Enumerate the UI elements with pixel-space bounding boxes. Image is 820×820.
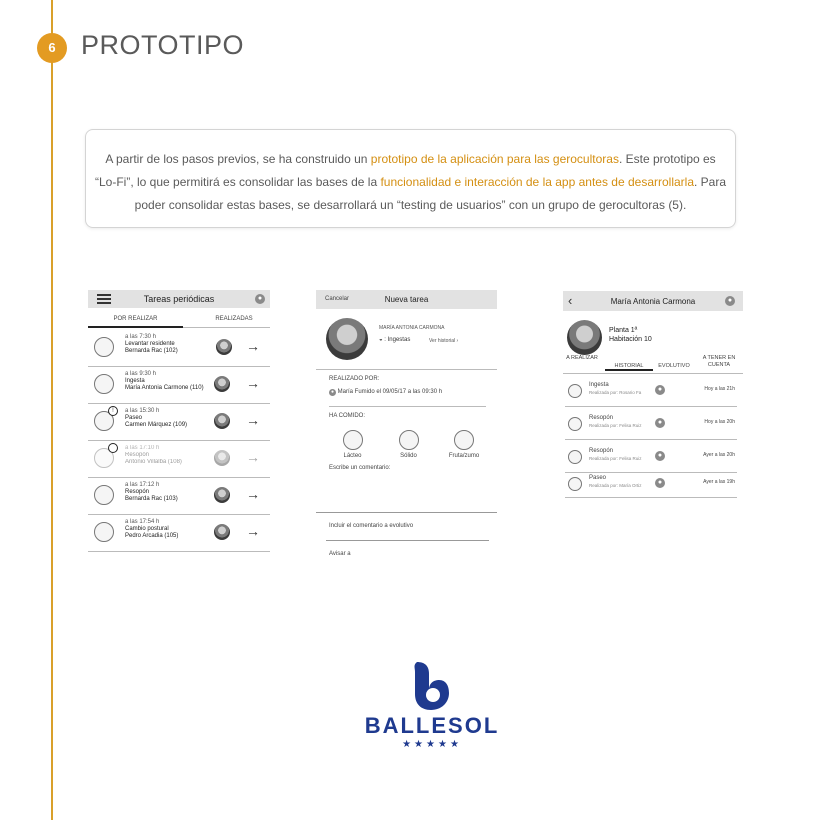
ballesol-b-icon	[411, 660, 451, 712]
left-accent-line	[51, 0, 53, 820]
avatar	[214, 524, 230, 540]
screen1-tabs	[88, 316, 270, 328]
brand-stars: ★★★★★	[402, 739, 462, 750]
screen1-title: Tareas periódicas	[143, 294, 215, 304]
apple-icon	[94, 485, 114, 505]
include-evolutivo-toggle[interactable]: Incluir el comentario a evolutivo	[329, 523, 414, 529]
screen-nueva-tarea	[316, 290, 497, 565]
user-icon: ●	[330, 389, 335, 395]
arrow-right-icon[interactable]: →	[246, 449, 260, 465]
resident-photo	[326, 318, 368, 360]
arrow-right-icon[interactable]: →	[246, 412, 260, 428]
room-label: Habitación 10	[609, 336, 652, 343]
resident-photo	[567, 320, 602, 355]
tab-historial[interactable]: HISTORIAL	[605, 363, 653, 371]
back-chevron-icon[interactable]: ‹	[568, 293, 573, 308]
cancel-button[interactable]: Cancelar	[325, 296, 350, 302]
user-icon: ●	[655, 451, 665, 461]
resident-name: MARÍA ANTONIA CARMONA	[379, 325, 445, 331]
divider	[329, 406, 486, 407]
tab-realizadas[interactable]: REALIZADAS	[215, 316, 253, 322]
intro-highlight-1: prototipo de la aplicación para las gerocultoras	[370, 152, 619, 166]
history-item[interactable]: Ingesta Realizada por: Rosario Fa ● Hoy a las 21h	[565, 380, 737, 407]
task-row[interactable]: a las 17:54 h Cambio postural Pedro Arcadia (105) →	[88, 515, 270, 552]
screen-tareas-periodicas	[88, 290, 270, 555]
screen3-title: María Antonia Carmona	[610, 297, 696, 306]
arrow-right-icon[interactable]: →	[246, 486, 260, 502]
avatar	[214, 450, 230, 466]
option-solido[interactable]: Sólido	[400, 453, 417, 459]
dairy-icon[interactable]	[343, 430, 363, 450]
section-number-badge: 6	[37, 33, 67, 63]
history-item[interactable]: Paseo Realizada por: María Ortiz ● Ayer a las 19h	[565, 473, 737, 498]
bed-icon	[94, 522, 114, 542]
avatar	[214, 487, 230, 503]
tab-evolutivo[interactable]: EVOLUTIVO	[658, 363, 690, 369]
screen3-tabs	[563, 354, 743, 372]
tab-por-realizar[interactable]: POR REALIZAR	[88, 316, 183, 328]
user-icon: ●	[655, 385, 665, 395]
screen1-header	[88, 290, 270, 308]
user-icon[interactable]: ●	[255, 294, 265, 304]
walk-icon	[568, 477, 582, 491]
food-icon	[568, 384, 582, 398]
done-by-label: REALIZADO POR:	[329, 376, 380, 382]
history-link[interactable]: Ver historial ›	[429, 338, 459, 344]
arrow-right-icon[interactable]: →	[246, 523, 260, 539]
screen-residente	[563, 291, 743, 501]
task-row[interactable]: a las 17:10 h Resopón Antonio Villalba (108) →	[88, 441, 270, 478]
food-icon	[94, 374, 114, 394]
fruit-icon[interactable]	[454, 430, 474, 450]
task-row[interactable]: a las 9:30 h Ingesta María Antonia Carmone (110) →	[88, 367, 270, 404]
task-row[interactable]: a las 17:12 h Resopón Bernarda Rac (103) →	[88, 478, 270, 515]
avatar	[214, 413, 230, 429]
bed-icon	[94, 337, 114, 357]
task-row[interactable]: ! a las 15:30 h Paseo Carmen Márquez (109) →	[88, 404, 270, 441]
tab-a-realizar[interactable]: A REALIZAR	[566, 355, 598, 361]
history-item[interactable]: Resopón Realizada por: Felisa Ruiz ● Hoy a las 20h	[565, 413, 737, 440]
task-row[interactable]: a las 7:30 h Levantar residente Bernarda Rac (102) →	[88, 330, 270, 367]
avatar	[214, 376, 230, 392]
intro-box	[85, 129, 736, 228]
chevron-right-icon: ›	[456, 338, 459, 344]
tab-a-tener-en-cuenta[interactable]: A TENER EN CUENTA	[702, 355, 736, 368]
intro-highlight-2: funcionalidad e interacción de la app antes de desarrollarla	[380, 175, 694, 189]
option-fruta-zumo[interactable]: Fruta/zumo	[448, 453, 480, 459]
brand-name: BALLESOL	[364, 713, 500, 738]
option-lacteo[interactable]: Lácteo	[343, 453, 362, 459]
food-bowl-icon: ◒	[379, 337, 383, 343]
arrow-right-icon[interactable]: →	[246, 375, 260, 391]
solid-food-icon[interactable]	[399, 430, 419, 450]
user-icon: ●	[655, 478, 665, 488]
cancel-icon	[108, 443, 118, 453]
user-icon: ●	[655, 418, 665, 428]
screen3-header	[563, 291, 743, 311]
ballesol-logo	[359, 660, 505, 760]
done-by-row: ● María Fumido el 09/05/17 a las 09:30 h	[330, 389, 443, 395]
history-item[interactable]: Resopón Realizada por: Felisa Ruiz ● Ayer a las 20h	[565, 446, 737, 473]
divider	[326, 540, 489, 541]
floor-label: Planta 1ª	[609, 327, 638, 334]
apple-icon	[568, 450, 582, 464]
page-title: PROTOTIPO	[81, 30, 245, 60]
avatar	[216, 339, 232, 355]
screen2-header	[316, 290, 497, 309]
divider	[316, 369, 497, 370]
screen2-title: Nueva tarea	[384, 295, 429, 304]
intro-text: . Para poder consolidar estas bases, se desarrollará un “testing de usuarios” con un grupo de gerocultoras (5).	[134, 175, 727, 212]
alert-icon: !	[108, 406, 118, 416]
divider	[563, 373, 743, 374]
notify-field[interactable]: Avisar a	[329, 551, 351, 557]
ate-label: HA COMIDO:	[329, 413, 366, 419]
user-icon[interactable]: ●	[725, 296, 735, 306]
intro-text: A partir de los pasos previos, se ha construido un	[105, 152, 371, 166]
category-row: ◒ : Ingestas	[379, 337, 411, 343]
comment-label: Escribe un comentario:	[329, 465, 391, 471]
comment-field-line[interactable]	[316, 512, 497, 513]
intro-text: . Este prototipo es “Lo-Fi”, lo que permitirá es consolidar las bases de la	[94, 152, 716, 189]
arrow-right-icon[interactable]: →	[246, 338, 260, 354]
apple-icon	[568, 417, 582, 431]
